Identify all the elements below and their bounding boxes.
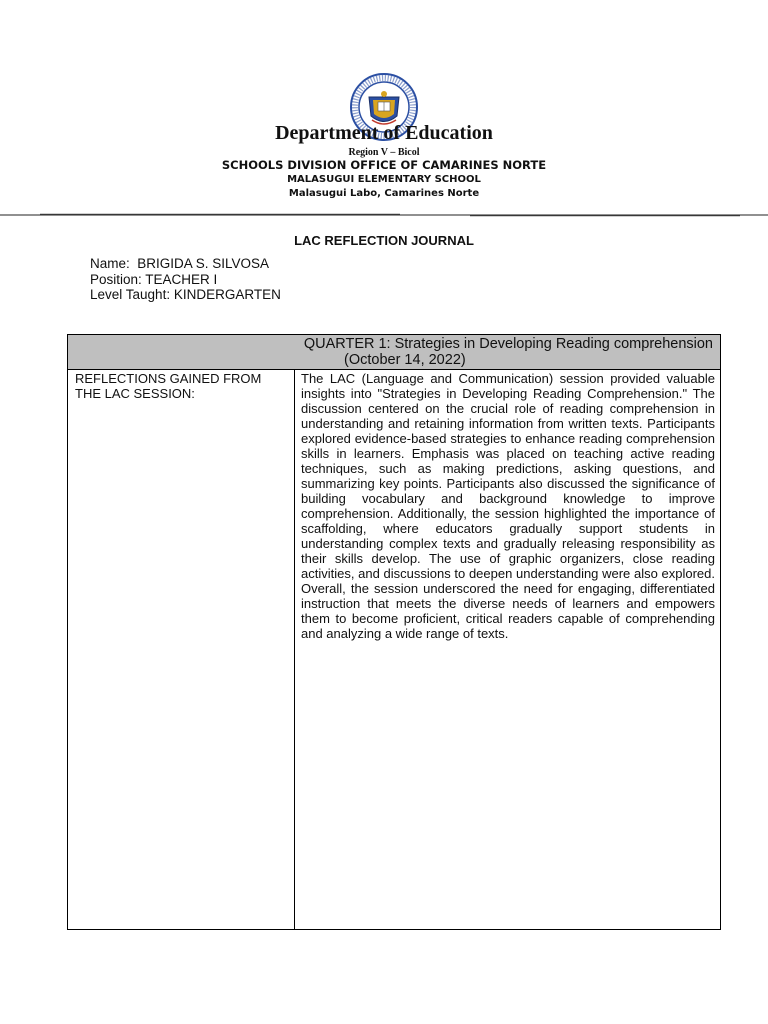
school-name: MALASUGUI ELEMENTARY SCHOOL	[287, 174, 481, 185]
column-divider	[294, 370, 295, 929]
teacher-name: Name: BRIGIDA S. SILVOSA	[90, 256, 270, 271]
teacher-info	[90, 256, 281, 303]
division-office: SCHOOLS DIVISION OFFICE OF CAMARINES NORTE	[221, 158, 547, 172]
journal-title: LAC REFLECTION JOURNAL	[294, 233, 474, 248]
department-title: Department of Education	[275, 122, 493, 144]
quarter-title: QUARTER 1: Strategies in Developing Reading comprehension	[303, 336, 713, 352]
reflection-label: REFLECTIONS GAINED FROM THE LAC SESSION:	[75, 371, 262, 401]
reflection-table	[67, 334, 721, 930]
teacher-level: Level Taught: KINDERGARTEN	[90, 287, 281, 302]
session-date: (October 14, 2022)	[344, 352, 466, 368]
table-header	[68, 335, 720, 370]
teacher-position: Position: TEACHER I	[90, 271, 218, 287]
reflection-text: The LAC (Language and Communication) session provided valuable insights into "Strategies in Developing Reading Comprehension." The discussion centered on the crucial role of reading comprehension in understanding and retaining information from written texts. Participants explored evidence-based strategies to enhance reading comprehension skills in learners. Emphasis was placed on teaching active reading techniques, such as making predictions, asking questions, and summarizing key points. Participants also discussed the significance of building vocabulary and background knowledge to improve comprehension. Additionally, the session highlighted the importance of scaffolding, where educators gradually support students in understanding complex texts and gradually releasing responsibility as their skills develop. The use of graphic organizers, close reading activities, and discussions to deepen understanding were also explored. Overall, the session underscored the need for engaging, differentiated instruction that meets the diverse needs of learners and empowers them to become proficient, critical readers capable of comprehending and analyzing a wide range of texts.	[301, 371, 715, 641]
school-address: Malasugui Labo, Camarines Norte	[288, 188, 480, 199]
header-divider	[0, 212, 768, 218]
region-label: Region V – Bicol	[348, 147, 420, 158]
